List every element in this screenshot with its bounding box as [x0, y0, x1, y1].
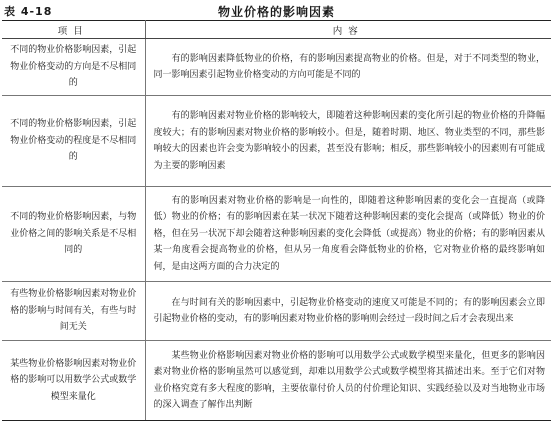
table-row — [2, 39, 551, 96]
table-row — [2, 96, 551, 187]
content-cell: 有的影响因素对物业价格的影响是一向性的，即随着这种影响因素的变化会一直提高（或降低）物业的价格；有的影响因素在某一状况下随着这种影响因素的变化会提高（或降低）物业的价格，但在另一状况下却会随着这种影响因素的变化会降低（或提高）物业的价格；有的影响因素从某一角度看会提高物业的价格，但从另一角度看会降低物业的价格，它对物业价格的最终影响如何，是由这两方面的合力决定的 — [145, 187, 551, 282]
content-cell: 某些物业价格影响因素对物业价格的影响可以用数学公式或数学模型来量化，但更多的影响因素对物业价格的影响虽然可以感觉到，却难以用数学公式或数学模型将其描述出来。至于它们对物业价格究竟有多大程度的影响，主要依靠付价人员的付价理论知识、实践经验以及对当地物业市场的深入调查了解作出判断 — [145, 341, 551, 421]
header-row — [2, 21, 551, 39]
table-row — [2, 282, 551, 341]
item-cell: 某些物业价格影响因素对物业价格的影响可以用数学公式或数学模型来量化 — [2, 341, 145, 421]
item-cell: 不同的物业价格影响因素，引起物业价格变动的方向是不尽相同的 — [2, 39, 145, 96]
column-header-content: 内容 — [145, 21, 551, 39]
item-cell: 不同的物业价格影响因素，与物业价格之间的影响关系是不尽相同的 — [2, 187, 145, 282]
content-cell: 有的影响因素对物业价格的影响较大，即随着这种影响因素的变化所引起的物业价格的升降幅度较大；有的影响因素对物业价格的影响较小。但是，随着时期、地区、物业类型的不同，那些影响较大的因素也许会变为影响较小的因素，甚至没有影响；相反，那些影响较小的因素则有可能成为主要的影响因素 — [145, 96, 551, 187]
column-header-item: 项目 — [2, 21, 145, 39]
content-cell: 有的影响因素降低物业的价格，有的影响因素提高物业的价格。但是，对于不同类型的物业，同一影响因素引起物业价格变动的方向可能是不同的 — [145, 39, 551, 96]
content-cell: 在与时间有关的影响因素中，引起物业价格变动的速度又可能是不同的；有的影响因素会立即引起物业价格的变动，有的影响因素对物业价格的影响则会经过一段时间之后才会表现出来 — [145, 282, 551, 341]
table-title: 物业价格的影响因素 — [217, 5, 335, 19]
table-row — [2, 341, 551, 421]
table-row — [2, 187, 551, 282]
item-cell: 不同的物业价格影响因素，引起物业价格变动的程度是不尽相同的 — [2, 96, 145, 187]
influence-factors-table — [2, 20, 551, 421]
table-number: 表 4-18 — [4, 5, 53, 18]
item-cell: 有些物业价格影响因素对物业价格的影响与时间有关，有些与时间无关 — [2, 282, 145, 341]
